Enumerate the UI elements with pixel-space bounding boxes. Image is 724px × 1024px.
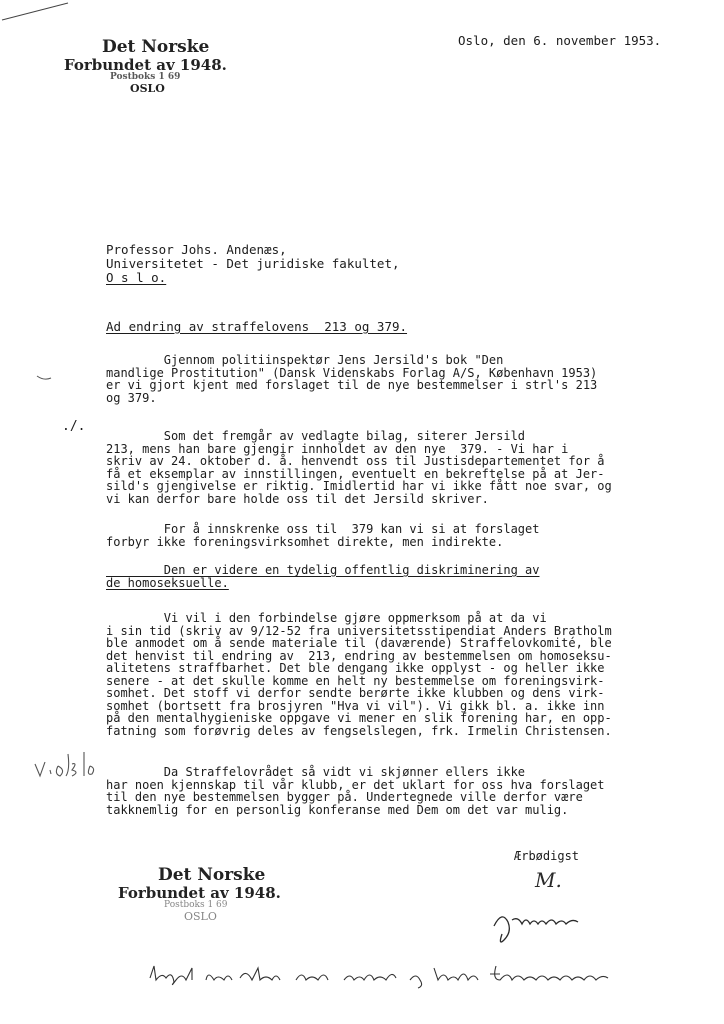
recipient-city: O s l o. — [106, 270, 167, 285]
handwritten-footer-note — [148, 958, 618, 990]
stamp-line-2: Forbundet av 1948. — [64, 55, 227, 74]
handwritten-initial: M. — [535, 868, 562, 892]
handwritten-margin-note — [32, 740, 98, 786]
body-paragraph-6: Da Straffelovrådet så vidt vi skjønner ellers ikke har noen kjennskap til vår klubb, er det uklart for oss hva forslaget til den nye bestemmelsen bygger på. Undertegnede ville derfor være takknemlig for en personlig konferanse med Dem om det var mulig. — [106, 765, 605, 817]
handwritten-signature — [488, 896, 598, 946]
stamp-line-1: Det Norske — [158, 865, 266, 885]
body-paragraph-1: Gjennom politiinspektør Jens Jersild's bok "Den mandlige Prostitution" (Dansk Videnskabs Forlag A/S, København 1953) er vi gjort kjent med forslaget til de nye bestemmelser i strl's 213 og 379. — [106, 353, 598, 405]
stamp-line-4: OSLO — [130, 82, 165, 96]
recipient-name: Professor Johs. Andenæs, — [106, 242, 287, 257]
stamp-line-1: Det Norske — [102, 37, 210, 57]
margin-tick-mark — [36, 373, 52, 383]
recipient-institution: Universitetet - Det juridiske fakultet, — [106, 256, 400, 271]
organization-stamp-top — [64, 38, 227, 95]
body-paragraph-2: Som det fremgår av vedlagte bilag, siterer Jersild 213, mens han bare gjengir innholdet av den nye 379. - Vi har i skriv av 24. oktober d. å. henvendt oss til Justisdepartementet for å få et eksemplar av innstillingen, eventuelt en bekreftelse på at Jer- sild's gjengivelse er riktig. Imidlertid har vi ikke fått noe svar, og vi kan derfor bare holde oss til det Jersild skriver. — [106, 429, 612, 506]
body-paragraph-3: For å innskrenke oss til 379 kan vi si at forslaget forbyr ikke foreningsvirksomhet direkte, men indirekte. — [106, 522, 540, 549]
enclosure-mark: ./. — [62, 419, 86, 434]
stamp-line-3: Postboks 1 69 — [164, 900, 228, 911]
letter-date: Oslo, den 6. november 1953. — [458, 33, 662, 48]
body-paragraph-4: Den er videre en tydelig offentlig diskriminering av de homoseksuelle. — [106, 563, 540, 590]
corner-pencil-line — [0, 0, 70, 22]
stamp-line-4: OSLO — [184, 910, 217, 924]
recipient-address — [106, 243, 400, 285]
body-paragraph-5: Vi vil i den forbindelse gjøre oppmerksom på at da vi i sin tid (skriv av 9/12-52 fra universitetsstipendiat Anders Bratholm ble anmodet om å sende materiale til (daværende) Straffelovkomité, ble det henvist til endring av 213, endring av bestemmelsen om homoseksu- alitetens straffbarhet. Det ble dengang ikke opplyst - og heller ikke senere - at det skulle komme en helt ny bestemmelse om foreningsvirk- somhet. Det stoff vi derfor sendte berørte ikke klubben og dens virk- somhet (bortsett fra brosjyren "Hva vi vil"). Vi gikk bl. a. ikke inn på den mentalhygieniske oppgave vi mener en slik forening har, en opp- fatning som forøvrig deles av fengselslegen, frk. Irmelin Christensen. — [106, 611, 612, 738]
stamp-line-2: Forbundet av 1948. — [118, 883, 281, 902]
closing-greeting: Ærbødigst — [514, 849, 580, 863]
organization-stamp-bottom — [118, 866, 281, 923]
letter-subject: Ad endring av straffelovens 213 og 379. — [106, 319, 408, 334]
stamp-line-3: Postboks 1 69 — [110, 72, 181, 83]
